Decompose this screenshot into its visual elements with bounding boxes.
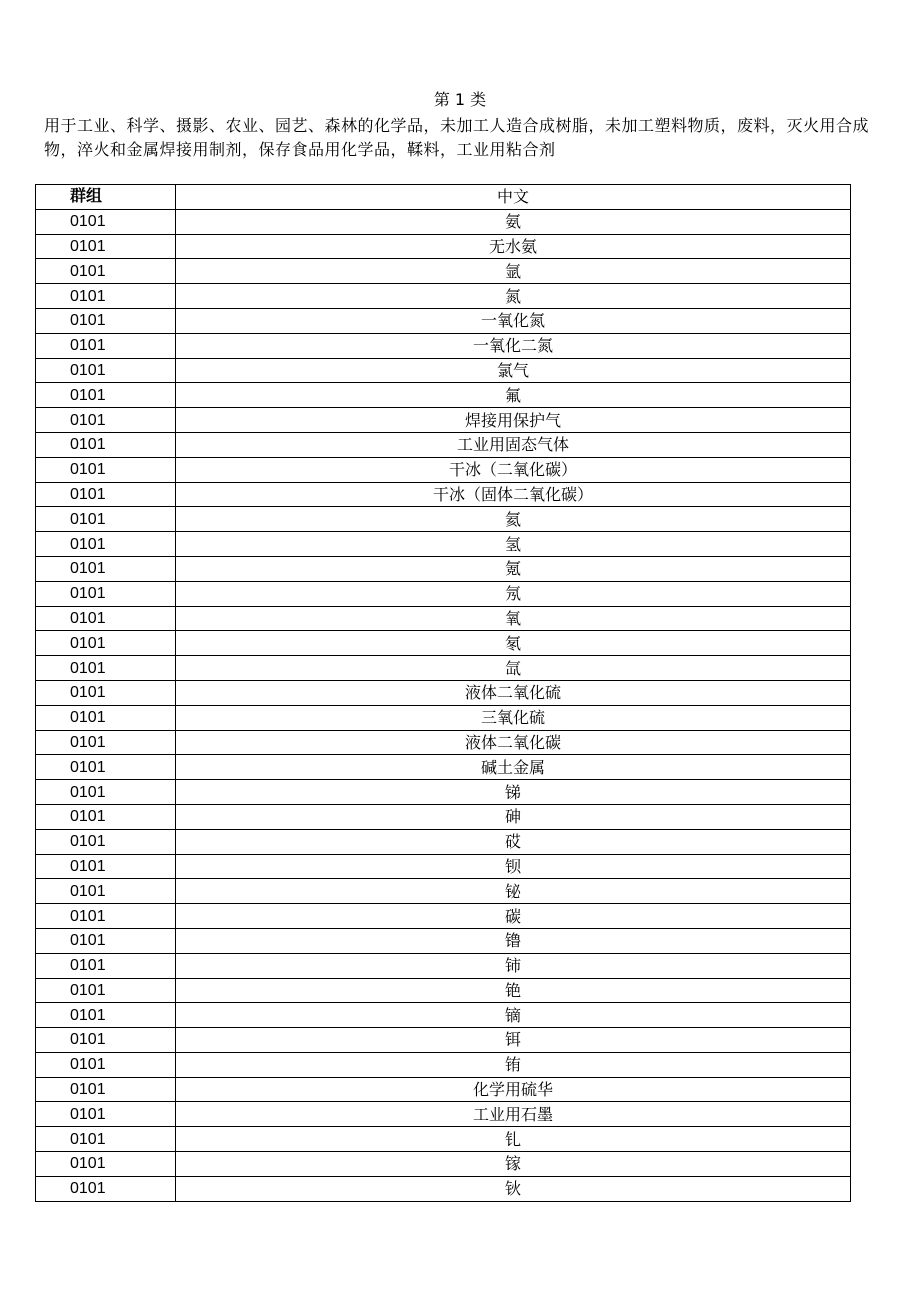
cell-chinese: 无水氨	[176, 234, 851, 259]
cell-group: 0101	[36, 631, 176, 656]
table-row	[36, 606, 851, 631]
table-row	[36, 333, 851, 358]
cell-chinese: 液体二氧化碳	[176, 730, 851, 755]
cell-chinese: 氡	[176, 631, 851, 656]
table-row	[36, 879, 851, 904]
cell-chinese: 氟	[176, 383, 851, 408]
cell-chinese: 铕	[176, 1052, 851, 1077]
cell-group: 0101	[36, 680, 176, 705]
table-row	[36, 1152, 851, 1177]
cell-chinese: 氙	[176, 656, 851, 681]
cell-chinese: 一氧化氮	[176, 308, 851, 333]
cell-chinese: 干冰（二氧化碳）	[176, 457, 851, 482]
goods-table	[35, 184, 851, 1202]
cell-group: 0101	[36, 259, 176, 284]
cell-group: 0101	[36, 358, 176, 383]
cell-group: 0101	[36, 928, 176, 953]
cell-chinese: 锑	[176, 780, 851, 805]
table-row	[36, 953, 851, 978]
table-row	[36, 457, 851, 482]
cell-chinese: 砷	[176, 804, 851, 829]
cell-group: 0101	[36, 755, 176, 780]
cell-group: 0101	[36, 804, 176, 829]
cell-group: 0101	[36, 432, 176, 457]
cell-group: 0101	[36, 556, 176, 581]
table-row	[36, 1102, 851, 1127]
table-row	[36, 680, 851, 705]
table-row	[36, 854, 851, 879]
header-group: 群组	[36, 185, 176, 210]
cell-group: 0101	[36, 705, 176, 730]
cell-group: 0101	[36, 904, 176, 929]
cell-chinese: 碳	[176, 904, 851, 929]
cell-chinese: 镓	[176, 1152, 851, 1177]
cell-group: 0101	[36, 308, 176, 333]
cell-group: 0101	[36, 1152, 176, 1177]
table-row	[36, 532, 851, 557]
cell-group: 0101	[36, 383, 176, 408]
table-row	[36, 1176, 851, 1201]
table-row	[36, 1127, 851, 1152]
cell-group: 0101	[36, 730, 176, 755]
cell-chinese: 砹	[176, 829, 851, 854]
table-row	[36, 308, 851, 333]
cell-chinese: 钆	[176, 1127, 851, 1152]
cell-chinese: 氯气	[176, 358, 851, 383]
cell-chinese: 铈	[176, 953, 851, 978]
cell-group: 0101	[36, 507, 176, 532]
cell-chinese: 碱土金属	[176, 755, 851, 780]
cell-group: 0101	[36, 1102, 176, 1127]
cell-group: 0101	[36, 532, 176, 557]
table-row	[36, 978, 851, 1003]
cell-group: 0101	[36, 1176, 176, 1201]
cell-group: 0101	[36, 656, 176, 681]
cell-chinese: 氮	[176, 284, 851, 309]
cell-chinese: 铯	[176, 978, 851, 1003]
table-row	[36, 1003, 851, 1028]
cell-chinese: 氧	[176, 606, 851, 631]
cell-chinese: 工业用石墨	[176, 1102, 851, 1127]
table-row	[36, 209, 851, 234]
cell-group: 0101	[36, 1077, 176, 1102]
cell-group: 0101	[36, 1127, 176, 1152]
page-title: 第 1 类	[433, 90, 487, 109]
cell-group: 0101	[36, 457, 176, 482]
table-row	[36, 284, 851, 309]
cell-chinese: 氪	[176, 556, 851, 581]
cell-chinese: 氩	[176, 259, 851, 284]
cell-chinese: 铒	[176, 1028, 851, 1053]
cell-group: 0101	[36, 1052, 176, 1077]
table-row	[36, 581, 851, 606]
cell-chinese: 镥	[176, 928, 851, 953]
table-row	[36, 705, 851, 730]
cell-group: 0101	[36, 482, 176, 507]
cell-group: 0101	[36, 953, 176, 978]
cell-chinese: 钡	[176, 854, 851, 879]
table-body	[36, 209, 851, 1201]
table-header-row	[36, 185, 851, 210]
cell-group: 0101	[36, 606, 176, 631]
table-row	[36, 383, 851, 408]
table-row	[36, 556, 851, 581]
table-row	[36, 1028, 851, 1053]
table-row	[36, 631, 851, 656]
cell-group: 0101	[36, 333, 176, 358]
table-row	[36, 656, 851, 681]
cell-group: 0101	[36, 408, 176, 433]
cell-chinese: 液体二氧化硫	[176, 680, 851, 705]
table-row	[36, 234, 851, 259]
cell-chinese: 工业用固态气体	[176, 432, 851, 457]
cell-chinese: 氖	[176, 581, 851, 606]
cell-chinese: 一氧化二氮	[176, 333, 851, 358]
cell-group: 0101	[36, 209, 176, 234]
cell-group: 0101	[36, 879, 176, 904]
cell-chinese: 氦	[176, 507, 851, 532]
cell-group: 0101	[36, 854, 176, 879]
table-row	[36, 408, 851, 433]
table-row	[36, 432, 851, 457]
cell-group: 0101	[36, 234, 176, 259]
table-row	[36, 904, 851, 929]
cell-chinese: 镝	[176, 1003, 851, 1028]
table-row	[36, 730, 851, 755]
cell-chinese: 氨	[176, 209, 851, 234]
table-row	[36, 358, 851, 383]
table-row	[36, 259, 851, 284]
table-row	[36, 804, 851, 829]
table-row	[36, 1077, 851, 1102]
table-row	[36, 507, 851, 532]
cell-group: 0101	[36, 829, 176, 854]
table-row	[36, 755, 851, 780]
cell-chinese: 焊接用保护气	[176, 408, 851, 433]
header-chinese: 中文	[176, 185, 851, 210]
table-row	[36, 1052, 851, 1077]
cell-group: 0101	[36, 1028, 176, 1053]
cell-chinese: 化学用硫华	[176, 1077, 851, 1102]
cell-chinese: 铋	[176, 879, 851, 904]
cell-group: 0101	[36, 780, 176, 805]
cell-group: 0101	[36, 284, 176, 309]
table-row	[36, 829, 851, 854]
cell-chinese: 氢	[176, 532, 851, 557]
table-row	[36, 928, 851, 953]
cell-group: 0101	[36, 1003, 176, 1028]
cell-group: 0101	[36, 978, 176, 1003]
cell-chinese: 干冰（固体二氧化碳）	[176, 482, 851, 507]
table-row	[36, 482, 851, 507]
table-row	[36, 780, 851, 805]
cell-chinese: 钬	[176, 1176, 851, 1201]
class-description: 用于工业、科学、摄影、农业、园艺、森林的化学品，未加工人造合成树脂，未加工塑料物质，废料，灭火用合成物，淬火和金属焊接用制剂，保存食品用化学品，鞣料，工业用粘合剂	[44, 116, 870, 159]
cell-chinese: 三氧化硫	[176, 705, 851, 730]
cell-group: 0101	[36, 581, 176, 606]
